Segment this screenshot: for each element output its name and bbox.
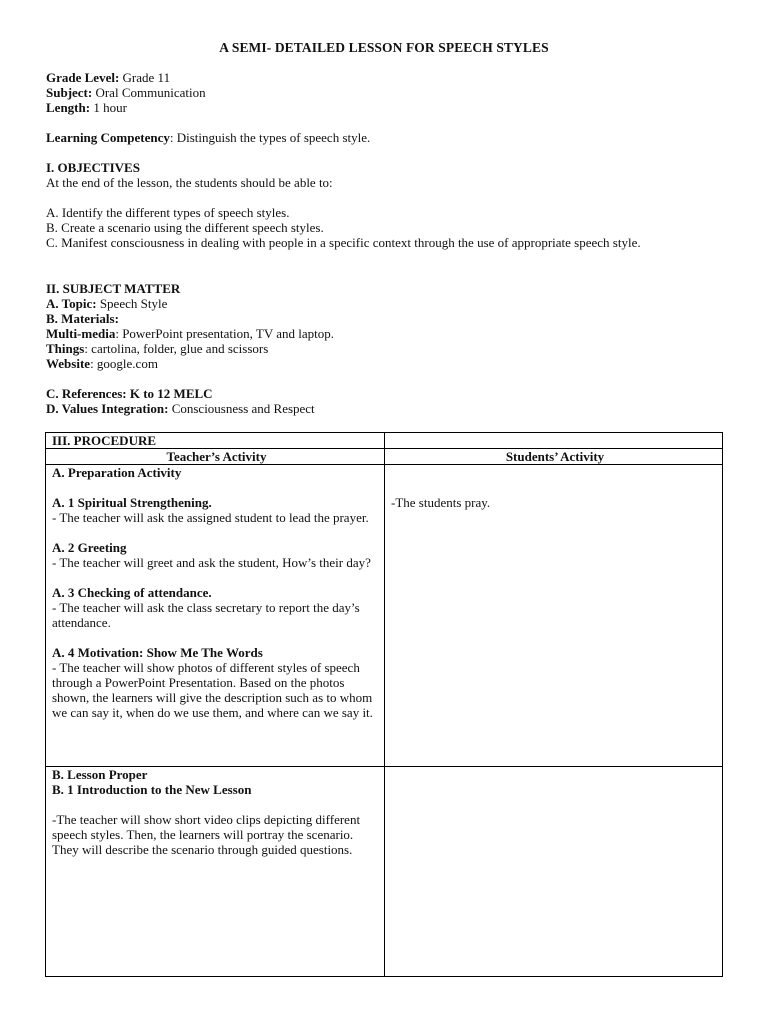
- a3-heading: A. 3 Checking of attendance.: [52, 585, 212, 600]
- lesson-proper-row: [46, 767, 723, 977]
- column-header-row: [46, 449, 723, 465]
- subject-matter-section: [46, 281, 726, 371]
- lesson-proper-students-cell: [385, 767, 723, 977]
- subject-matter-heading: II. SUBJECT MATTER: [46, 281, 181, 296]
- topic-value: Speech Style: [96, 296, 168, 311]
- references-label: C. References: K to 12 MELC: [46, 386, 213, 401]
- students-activity-header: Students’ Activity: [385, 449, 723, 465]
- preparation-students-cell: [385, 465, 723, 767]
- a1-heading: A. 1 Spiritual Strengthening.: [52, 495, 212, 510]
- length-line: [46, 100, 726, 115]
- header-info: [46, 70, 726, 115]
- objectives-heading: I. OBJECTIVES: [46, 160, 140, 175]
- length-value: 1 hour: [90, 100, 127, 115]
- procedure-heading: III. PROCEDURE: [52, 433, 157, 448]
- a2-heading: A. 2 Greeting: [52, 540, 127, 555]
- objective-a: A. Identify the different types of speech styles.: [46, 205, 290, 220]
- topic-label: A. Topic:: [46, 296, 97, 311]
- competency-label: Learning Competency: [46, 130, 170, 145]
- objectives-section: [46, 160, 726, 250]
- values-value: Consciousness and Respect: [168, 401, 315, 416]
- lesson-proper-teacher-cell: [46, 767, 385, 977]
- subject-line: [46, 85, 726, 100]
- grade-level-value: Grade 11: [119, 70, 171, 85]
- a1-student-response: -The students pray.: [391, 495, 491, 510]
- a1-text: - The teacher will ask the assigned student to lead the prayer.: [52, 510, 369, 525]
- length-label: Length:: [46, 100, 91, 115]
- materials-label: B. Materials:: [46, 311, 119, 326]
- objectives-intro: At the end of the lesson, the students should be able to:: [46, 175, 333, 190]
- preparation-row: [46, 465, 723, 767]
- website-value: : google.com: [90, 356, 158, 371]
- document-title: A SEMI- DETAILED LESSON FOR SPEECH STYLES: [219, 40, 549, 55]
- things-label: Things: [46, 341, 85, 356]
- things-value: : cartolina, folder, glue and scissors: [84, 341, 269, 356]
- preparation-heading: A. Preparation Activity: [52, 465, 182, 480]
- procedure-table: [45, 432, 723, 977]
- a4-heading: A. 4 Motivation: Show Me The Words: [52, 645, 263, 660]
- website-label: Website: [46, 356, 91, 371]
- learning-competency: [46, 130, 726, 145]
- preparation-teacher-cell: [46, 465, 385, 767]
- b1-text: -The teacher will show short video clips depicting different speech styles. Then, the learners will portray the scenario. They will describe the scenario through guided questions.: [52, 812, 361, 857]
- teacher-activity-header: Teacher’s Activity: [46, 449, 385, 465]
- grade-level-line: [46, 70, 726, 85]
- values-label: D. Values Integration:: [46, 401, 169, 416]
- grade-level-label: Grade Level:: [46, 70, 120, 85]
- objective-b: B. Create a scenario using the different speech styles.: [46, 220, 324, 235]
- multimedia-value: : PowerPoint presentation, TV and laptop.: [115, 326, 335, 341]
- competency-value: : Distinguish the types of speech style.: [169, 130, 371, 145]
- lesson-proper-heading: B. Lesson Proper: [52, 767, 148, 782]
- multimedia-label: Multi-media: [46, 326, 116, 341]
- subject-label: Subject:: [46, 85, 93, 100]
- procedure-heading-row: [46, 433, 723, 449]
- a3-text: - The teacher will ask the class secretary to report the day’s attendance.: [52, 600, 360, 630]
- b1-heading: B. 1 Introduction to the New Lesson: [52, 782, 252, 797]
- subject-value: Oral Communication: [92, 85, 206, 100]
- objective-c: C. Manifest consciousness in dealing with people in a specific context through the use of appropriate speech style.: [46, 235, 641, 250]
- a2-text: - The teacher will greet and ask the student, How’s their day?: [52, 555, 371, 570]
- a4-text: - The teacher will show photos of different styles of speech through a PowerPoint Presentation. Based on the photos shown, the learners will give the description such as to whom we can say it, when do we use them, and where can we say it.: [52, 660, 373, 720]
- references-values: [46, 386, 726, 416]
